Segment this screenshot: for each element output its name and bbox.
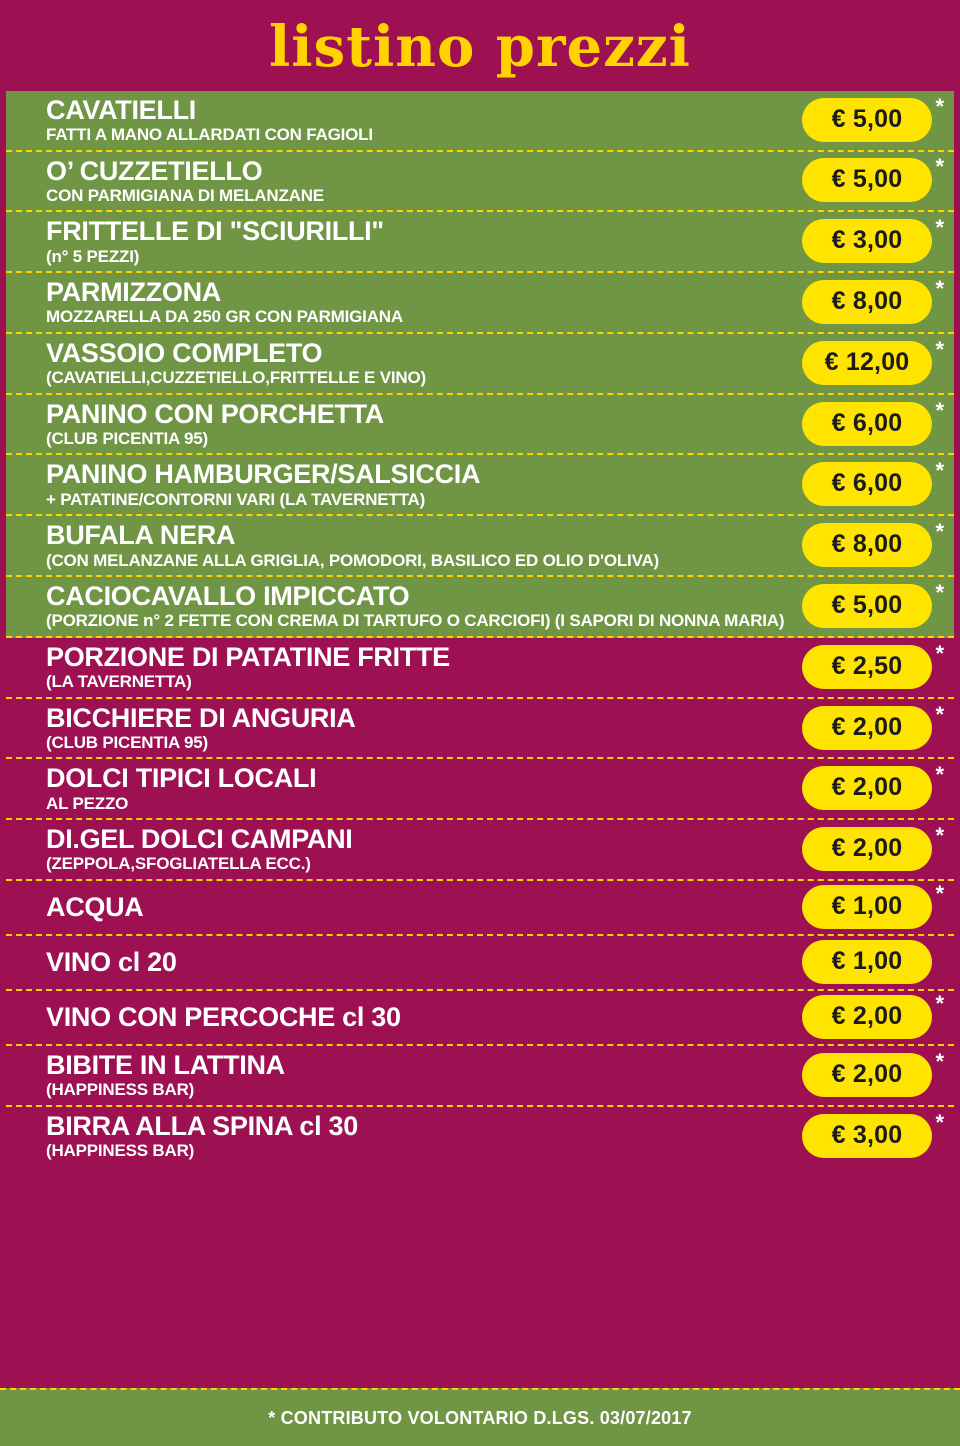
menu-item-name: VASSOIO COMPLETO (46, 337, 323, 368)
menu-item-price-group (802, 519, 946, 567)
menu-item-list (0, 91, 960, 1166)
menu-item-name: VINO cl 20 (46, 946, 177, 977)
menu-item-row (6, 936, 954, 991)
price-asterisk-marker: * (935, 579, 944, 605)
price-badge: € 2,00 (802, 766, 932, 810)
menu-item-text (46, 642, 790, 692)
price-badge: € 6,00 (802, 462, 932, 506)
price-badge: € 1,00 (802, 885, 932, 929)
price-badge: € 5,00 (802, 98, 932, 142)
menu-item-row (6, 152, 954, 213)
menu-item-row (6, 273, 954, 334)
price-badge: € 3,00 (802, 219, 932, 263)
menu-item-description: (ZEPPOLA,SFOGLIATELLA ECC.) (46, 854, 311, 874)
price-asterisk-marker: * (935, 823, 944, 849)
menu-item-text (46, 520, 790, 570)
menu-item-text (46, 277, 790, 327)
menu-item-price-group (802, 579, 946, 628)
price-asterisk-marker: * (935, 458, 944, 484)
menu-item-name: DI.GEL DOLCI CAMPANI (46, 824, 353, 855)
price-asterisk-marker: * (935, 640, 944, 666)
menu-item-price-group (802, 940, 946, 984)
menu-item-row (6, 334, 954, 395)
footer-bar (0, 1388, 960, 1446)
footer-note: * CONTRIBUTO VOLONTARIO D.LGS. 03/07/2017 (268, 1407, 692, 1428)
price-badge: € 2,00 (802, 995, 932, 1039)
menu-item-row (6, 759, 954, 820)
menu-item-row (6, 991, 954, 1046)
menu-item-name: BIBITE IN LATTINA (46, 1049, 285, 1080)
menu-item-name: CACIOCAVALLO IMPICCATO (46, 581, 410, 612)
price-asterisk-marker: * (935, 276, 944, 302)
menu-item-text (46, 703, 790, 753)
price-asterisk-marker: * (935, 154, 944, 180)
menu-item-name: PANINO CON PORCHETTA (46, 398, 384, 429)
price-asterisk-marker: * (935, 519, 944, 545)
price-asterisk-marker: * (935, 990, 944, 1016)
menu-item-price-group (802, 823, 946, 871)
menu-item-name: BICCHIERE DI ANGURIA (46, 702, 356, 733)
menu-item-text (46, 399, 790, 449)
menu-item-row (6, 91, 954, 152)
menu-item-name: O’ CUZZETIELLO (46, 155, 263, 186)
menu-item-description: (PORZIONE n° 2 FETTE CON CREMA DI TARTUFO O CARCIOFI) (I SAPORI DI NONNA MARIA) (46, 611, 785, 631)
price-badge: € 5,00 (802, 158, 932, 202)
menu-item-row (6, 516, 954, 577)
menu-item-name: PARMIZZONA (46, 277, 221, 308)
menu-item-description: (LA TAVERNETTA) (46, 672, 192, 692)
menu-item-row (6, 881, 954, 936)
page-title: listino prezzi (269, 14, 691, 80)
price-badge: € 2,00 (802, 1053, 932, 1097)
menu-item-text (46, 1050, 790, 1100)
menu-item-price-group (802, 215, 946, 263)
menu-item-text (46, 216, 790, 266)
menu-item-name: PORZIONE DI PATATINE FRITTE (46, 641, 450, 672)
price-badge: € 6,00 (802, 402, 932, 446)
price-asterisk-marker: * (935, 215, 944, 241)
price-asterisk-marker: * (935, 1109, 944, 1135)
menu-item-text (46, 338, 790, 388)
menu-item-description: FATTI A MANO ALLARDATI CON FAGIOLI (46, 125, 373, 145)
menu-item-price-group (802, 93, 946, 142)
menu-item-price-group (802, 336, 946, 385)
menu-item-price-group (802, 762, 946, 810)
menu-item-name: ACQUA (46, 891, 144, 922)
menu-item-text (46, 95, 790, 145)
menu-item-text (46, 892, 790, 922)
menu-item-row (6, 820, 954, 881)
price-badge: € 2,00 (802, 827, 932, 871)
price-badge: € 2,00 (802, 706, 932, 750)
menu-item-row (6, 395, 954, 456)
price-badge: € 3,00 (802, 1114, 932, 1158)
price-asterisk-marker: * (935, 701, 944, 727)
menu-item-price-group (802, 458, 946, 506)
menu-item-name: VINO CON PERCOCHE cl 30 (46, 1001, 401, 1032)
price-badge: € 5,00 (802, 584, 932, 628)
menu-item-row (6, 577, 954, 638)
menu-item-text (46, 824, 790, 874)
menu-item-price-group (802, 1048, 946, 1097)
price-badge: € 8,00 (802, 280, 932, 324)
menu-item-row (6, 1107, 954, 1166)
menu-item-row (6, 455, 954, 516)
menu-item-description: (HAPPINESS BAR) (46, 1140, 195, 1160)
menu-item-description: (HAPPINESS BAR) (46, 1080, 195, 1100)
menu-item-name: BUFALA NERA (46, 520, 236, 551)
menu-item-description: + PATATINE/CONTORNI VARI (LA TAVERNETTA) (46, 489, 426, 509)
menu-item-row (6, 1046, 954, 1107)
menu-item-name: DOLCI TIPICI LOCALI (46, 763, 317, 794)
menu-item-price-group (802, 1109, 946, 1158)
menu-item-text (46, 947, 790, 977)
menu-item-description: (CLUB PICENTIA 95) (46, 428, 209, 448)
menu-item-price-group (802, 701, 946, 750)
price-asterisk-marker: * (935, 880, 944, 906)
price-asterisk-marker: * (935, 93, 944, 119)
price-asterisk-marker: * (935, 762, 944, 788)
menu-item-description: (CON MELANZANE ALLA GRIGLIA, POMODORI, BASILICO ED OLIO D'OLIVA) (46, 550, 659, 570)
menu-item-name: BIRRA ALLA SPINA cl 30 (46, 1110, 358, 1141)
price-badge: € 12,00 (802, 341, 932, 385)
menu-item-row (6, 699, 954, 760)
menu-item-description: CON PARMIGIANA DI MELANZANE (46, 185, 324, 205)
menu-item-name: FRITTELLE DI "SCIURILLI" (46, 216, 384, 247)
price-asterisk-marker: * (935, 336, 944, 362)
menu-item-description: (CLUB PICENTIA 95) (46, 732, 209, 752)
menu-item-text (46, 1111, 790, 1161)
menu-item-name: PANINO HAMBURGER/SALSICCIA (46, 459, 481, 490)
menu-item-description: AL PEZZO (46, 793, 129, 813)
menu-item-price-group (802, 397, 946, 446)
menu-item-description: MOZZARELLA DA 250 GR CON PARMIGIANA (46, 307, 403, 327)
menu-item-price-group (802, 640, 946, 689)
menu-item-description: (n° 5 PEZZI) (46, 246, 140, 266)
menu-item-row (6, 212, 954, 273)
price-badge: € 8,00 (802, 523, 932, 567)
price-asterisk-marker: * (935, 1048, 944, 1074)
menu-item-price-group (802, 276, 946, 324)
menu-item-text (46, 581, 790, 631)
menu-item-text (46, 763, 790, 813)
menu-item-text (46, 156, 790, 206)
price-badge: € 1,00 (802, 940, 932, 984)
price-badge: € 2,50 (802, 645, 932, 689)
menu-item-price-group (802, 154, 946, 202)
menu-item-text (46, 1002, 790, 1032)
menu-item-row (6, 638, 954, 699)
menu-item-price-group (802, 880, 946, 929)
menu-item-price-group (802, 990, 946, 1039)
menu-item-text (46, 459, 790, 509)
menu-item-description: (CAVATIELLI,CUZZETIELLO,FRITTELLE E VINO) (46, 368, 426, 388)
menu-item-name: CAVATIELLI (46, 94, 196, 125)
price-asterisk-marker: * (935, 397, 944, 423)
